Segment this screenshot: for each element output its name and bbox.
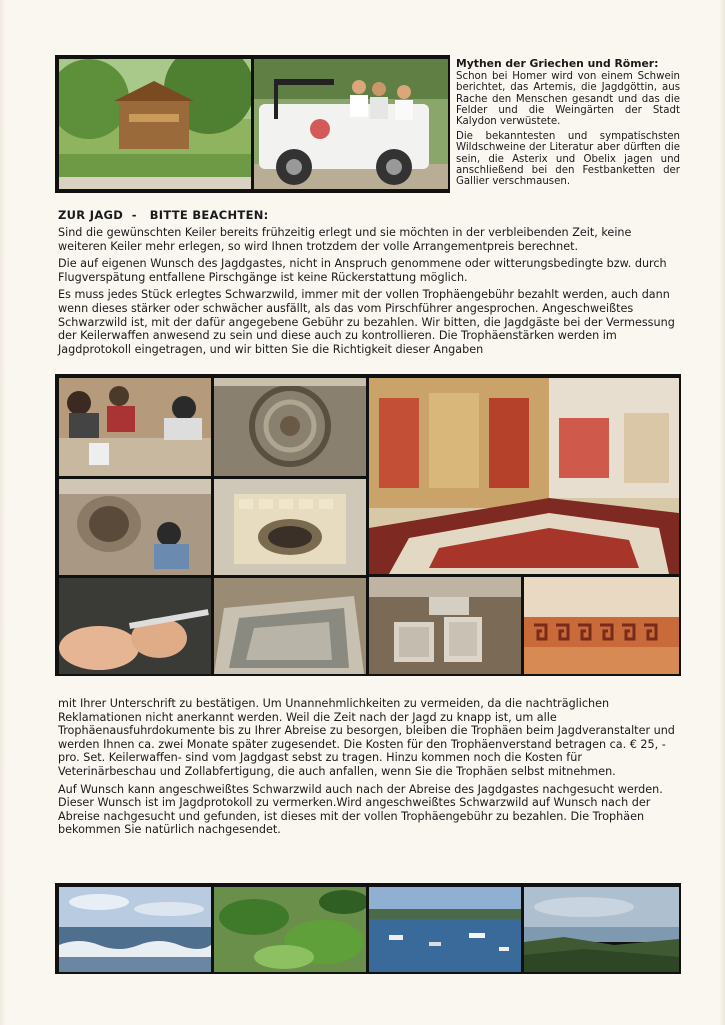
landscape-photo-strip (55, 883, 681, 974)
greek-myths-heading: Mythen der Griechen und Römer: (456, 57, 659, 70)
photo-brush-cleaning (59, 578, 211, 674)
photo-excavation-team (59, 378, 211, 476)
excavation-photo-collage (55, 374, 681, 676)
hunt-rules-text (58, 226, 680, 360)
photo-garden-gazebo (59, 59, 251, 189)
photo-mosaic-floor (214, 378, 366, 476)
photo-sea-waves (59, 887, 211, 972)
greek-myths-paragraph: Die bekanntesten und sympatischsten Wildschweine der Literatur aber dürften die sein, die Asterix und Obelix jagen und anschließend bei den Festbanketten der Gallier verschmausen. (456, 131, 680, 188)
hunt-rule-paragraph: Es muss jedes Stück erlegtes Schwarzwild, immer mit der vollen Trophäengebühr bezahlt werden, auch dann wenn dieses stärker oder schwächer ausfällt, als das vom Pirschführer angesprochen. Angeschweißtes Schwarzwild ist, mit der dafür angegebene Gebühr zu bezahlen. Wir bitten, die Jagdgäste bei der Vermessung der Keilerwaffen anwesend zu sein und diese auch zu kontrollieren. Die Trophäenstärken werden im Jagdprotokoll eingetragen, und wir bitten Sie die Richtigkeit dieser Angaben (58, 288, 675, 356)
photo-stone-well (214, 479, 366, 575)
hunt-rule-paragraph: Die auf eigenen Wunsch des Jagdgastes, nicht in Anspruch genommene oder witterungsbedingte bzw. durch Flugverspätung entfallene Pirschgänge ist keine Rückerstattung möglich. (58, 257, 667, 284)
photo-amphora-dig (59, 479, 211, 575)
photo-stone-boxes (369, 577, 521, 674)
hunt-rule-paragraph: Sind die gewünschten Keiler bereits frühzeitig erlegt und sie möchten in der verbleibenden Zeit, keine weiteren Keiler mehr erlegen, so wird Ihnen trotzdem der volle Arrangementpreis berechnet. (58, 226, 632, 253)
hunt-notice-title: ZUR JAGD - BITTE BEACHTEN: (58, 208, 269, 222)
photo-green-leaves (214, 887, 366, 972)
photo-coastal-view (524, 887, 679, 972)
hunt-rule-paragraph: mit Ihrer Unterschrift zu bestätigen. Um Unannehmlichkeiten zu vermeiden, da die nachträglichen Reklamationen nicht anerkannt werden. Weil die Zeit nach der Jagd zu knapp ist, um alle Trophäenausfuhrdokumente bis zu Ihrer Abreise zu besorgen, bleiben die Trophäen beim Jagdveranstalter und werden Ihnen ca. zwei Monate später zugesendet. Die Kosten für den Trophäenverstand betragen ca. € 25, - pro. Set. Keilerwaffen- sind vom Jagdgast sebst zu tragen. Hinzu kommen noch die Kosten für Veterinärbeschau und Zollabfertigung, die auch anfallen, wenn Sie die Trophäen selbst mitnehmen. (58, 697, 675, 778)
top-photo-frame (55, 55, 450, 193)
photo-meander-frieze (524, 577, 679, 674)
photo-jeep-safari (254, 59, 448, 189)
photo-harbor-boats (369, 887, 521, 972)
greek-myths-paragraph: Schon bei Homer wird von einem Schwein berichtet, das Artemis, die Jagdgöttin, aus Rache den Menschen gesandt und das die Felder und die Weingärten der Stadt Kalydon verwüstete. (456, 71, 680, 128)
photo-mosaic-ruins (214, 578, 366, 674)
photo-fresco-room (369, 378, 679, 574)
greek-myths-block (456, 58, 680, 191)
hunt-rules-continued (58, 697, 680, 841)
hunt-rule-paragraph: Auf Wunsch kann angeschweißtes Schwarzwild auch nach der Abreise des Jagdgastes nachgesucht werden. Dieser Wunsch ist im Jagdprotokoll zu vermerken.Wird angeschweißtes Schwarzwild auf Wunsch nach der Abreise nachgesucht und gefunden, ist dieses mit der vollen Trophäengebühr zu bezahlen. Die Trophäen bekommen Sie natürlich nachgesendet. (58, 782, 663, 837)
